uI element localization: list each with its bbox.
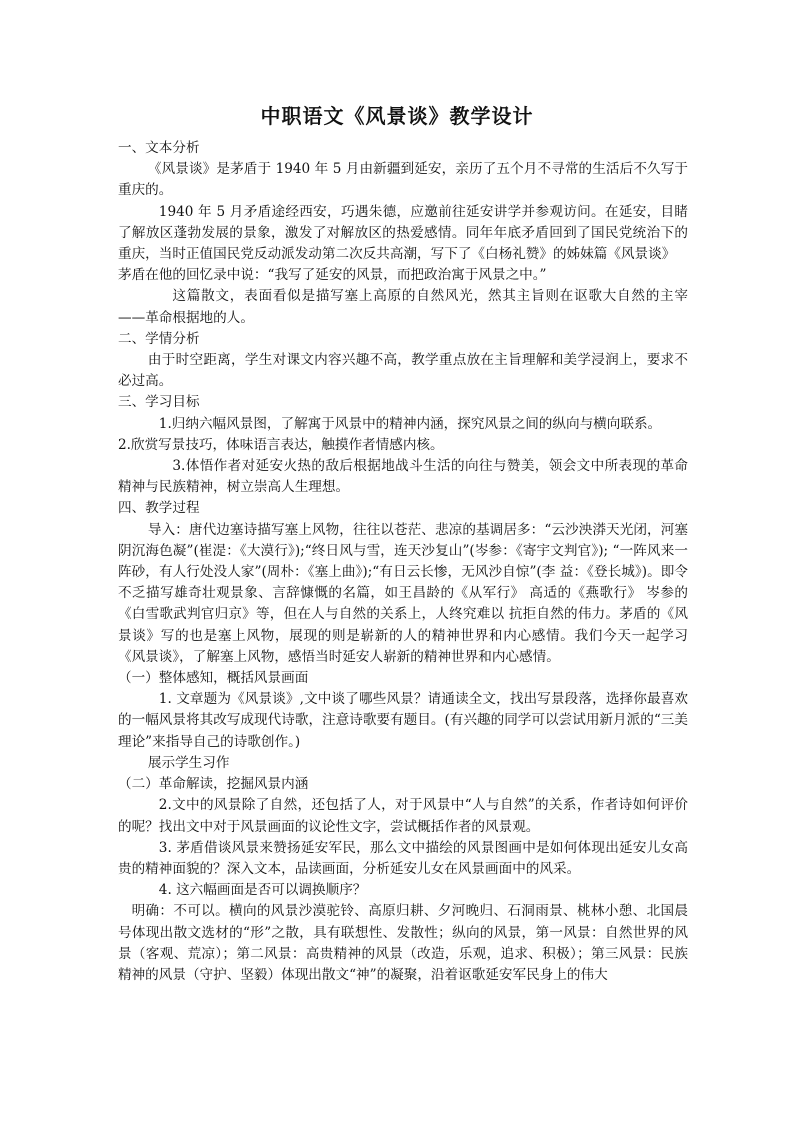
section-heading: （一）整体感知，概括风景画面 (118, 670, 309, 687)
paragraph: 2.欣赏写景技巧，体味语言表达，触摸作者情感内核。 (118, 436, 444, 453)
paragraph: 4. 这六幅画面是否可以调换顺序？ (158, 882, 367, 899)
section-heading: 四、教学过程 (118, 500, 200, 517)
paragraph: 2.文中的风景除了自然，还包括了人，对于风景中“人与自然”的关系，作者诗如何评价的呢？找出文中对于风景画面的议论性文字，尝试概括作者的风景观。 (118, 797, 688, 835)
document-title: 中职语文《风景谈》教学设计 (260, 104, 534, 128)
paragraph: 这篇散文，表面看似是描写塞上高原的自然风光，然其主旨则在讴歌大自然的主宰——革命根据地的人。 (118, 288, 688, 326)
paragraph: 茅盾在他的回忆录中说：“我写了延安的风景，而把政治寓于风景之中。” (118, 267, 547, 284)
section-heading: （二）革命解读，挖掘风景内涵 (118, 776, 309, 793)
document-body (118, 138, 688, 986)
paragraph: 《风景谈》是茅盾于 1940 年 5 月由新疆到延安，亲历了五个月不寻常的生活后不久写于重庆的。 (118, 161, 688, 199)
paragraph: 3.体悟作者对延安火热的敌后根据地战斗生活的向往与赞美，领会文中所表现的革命精神与民族精神，树立崇高人生理想。 (118, 458, 688, 496)
section-heading: 二、学情分析 (118, 330, 200, 347)
paragraph: 3. 茅盾借谈风景来赞扬延安军民，那么文中描绘的风景图画中是如何体现出延安儿女高贵的精神面貌的？深入文本，品读画面，分析延安儿女在风景画面中的风采。 (118, 839, 688, 877)
paragraph: 展示学生习作 (147, 754, 230, 771)
paragraph: 1940 年 5 月矛盾途经西安，巧遇朱德，应邀前往延安讲学并参观访问。在延安，目睹了解放区蓬勃发展的景象，激发了对解放区的热爱感情。同年年底矛盾回到了国民党统治下的重庆，当时正值国民党反动派发动第二次反共高潮，写下了《白杨礼赞》的姊妹篇《风景谈》 (118, 203, 688, 263)
paragraph: 1.归纳六幅风景图，了解寓于风景中的精神内涵，探究风景之间的纵向与横向联系。 (158, 415, 662, 432)
paragraph: 1. 文章题为《风景谈》,文中谈了哪些风景？请通读全文，找出写景段落，选择你最喜欢的一幅风景将其改写成现代诗歌，注意诗歌要有题目。(有兴趣的同学可以尝试用新月派的“三美理论”来指导自己的诗歌创作。) (118, 691, 688, 750)
section-heading: 三、学习目标 (118, 394, 200, 411)
section-heading: 一、文本分析 (118, 140, 200, 156)
paragraph: 明确：不可以。横向的风景沙漠驼铃、高原归耕、夕河晚归、石洞雨景、桃林小憩、北国晨号体现出散文选材的“形”之散，具有联想性、发散性；纵向的风景，第一风景：自然世界的风景（客观、荒凉）；第二风景：高贵精神的风景（改造，乐观，追求、积极）；第三风景：民族精神的风景（守护、坚毅）体现出散文“神”的凝聚，沿着讴歌延安军民身上的伟大 (118, 903, 688, 983)
paragraph: 导入：唐代边塞诗描写塞上风物，往往以苍茫、悲凉的基调居多：“云沙泱漭天光闭，河塞 阴沉海色凝”(崔湜：《大漠行》);“终日风与雪，连天沙复山”(岑参：《寄宇文判官》); “一阵风来一阵砂，有人行处没人家”(周朴：《塞上曲》);“有日云长惨，无风沙自惊”(李 益：《登长城》)。即令不乏描写雄奇壮观景象、言辞慷慨的名篇，如王昌龄的《从军行》 高适的《燕歌行》 岑参的《白雪歌武判官归京》等，但在人与自然的关系上，人终究难以 抗拒自然的伟力。茅盾的《风景谈》写的也是塞上风物，展现的则是崭新的人的精神世界和内心感情。我们今天一起学习《风景谈》，了解塞上风物，感悟当时延安人崭新的精神世界和内心感情。 (118, 521, 688, 665)
paragraph: 由于时空距离，学生对课文内容兴趣不高，教学重点放在主旨理解和美学浸润上，要求不必过高。 (118, 352, 688, 390)
